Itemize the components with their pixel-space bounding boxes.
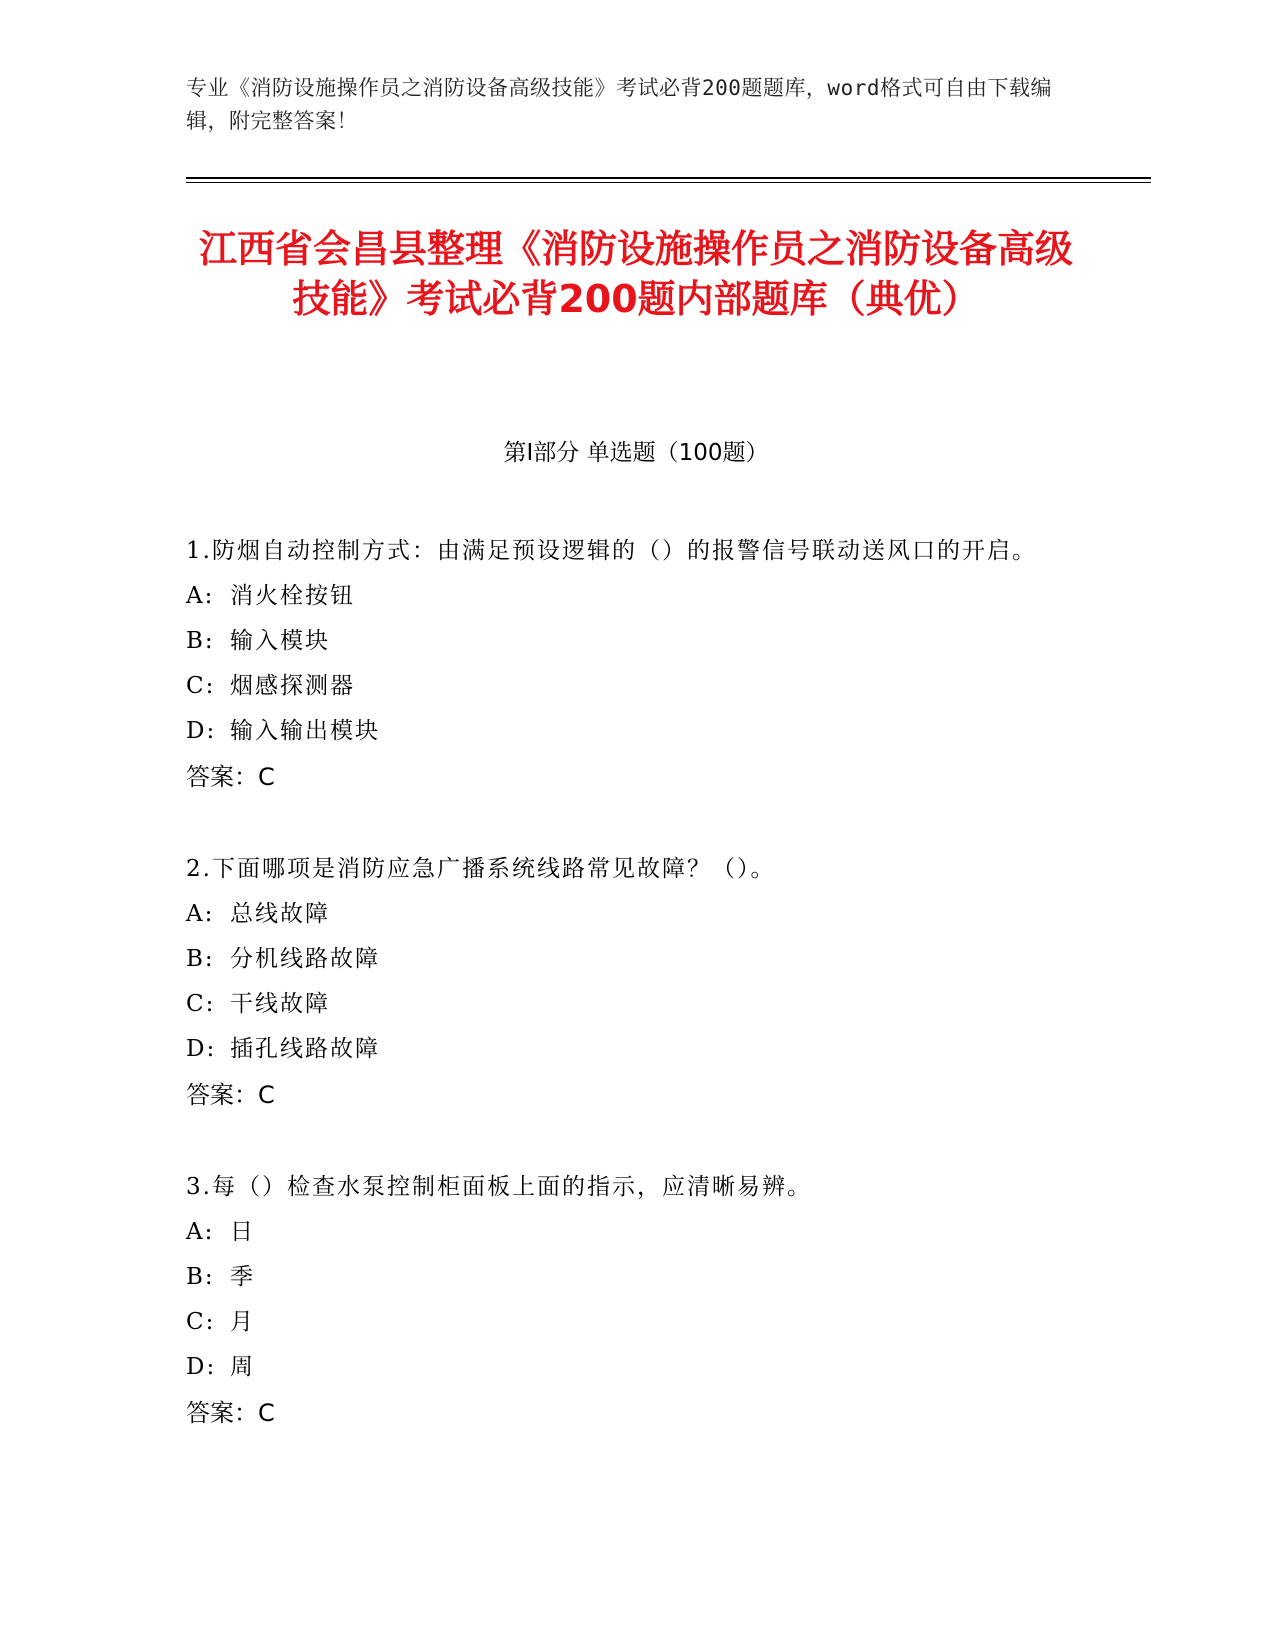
- option-letter: B:: [186, 628, 215, 654]
- option-letter: D:: [186, 1036, 217, 1062]
- option-letter: B:: [186, 1264, 215, 1290]
- question-1: [186, 528, 1086, 800]
- option-c: [186, 982, 1086, 1027]
- option-letter: C:: [186, 673, 216, 699]
- answer-line: 答案：C: [186, 1081, 275, 1109]
- answer-line: 答案：C: [186, 763, 275, 791]
- option-c: [186, 1300, 1086, 1345]
- intro-text: 专业《消防设施操作员之消防设备高级技能》考试必背200题题库，word格式可自由下载编辑，附完整答案！: [186, 76, 1052, 133]
- option-letter: B:: [186, 946, 215, 972]
- option-a: [186, 892, 1086, 937]
- option-text: 日: [230, 1219, 255, 1245]
- document-title: 江西省会昌县整理《消防设施操作员之消防设备高级技能》考试必背200题内部题库（典优）: [198, 227, 1073, 321]
- option-c: [186, 664, 1086, 709]
- option-letter: D:: [186, 718, 217, 744]
- option-a: [186, 574, 1086, 619]
- option-letter: A:: [186, 901, 215, 927]
- section-heading: 第Ⅰ部分 单选题（100题）: [503, 440, 769, 466]
- option-text: 周: [230, 1354, 255, 1380]
- question-list: [186, 528, 1086, 1482]
- option-letter: C:: [186, 991, 216, 1017]
- question-stem: 1.防烟自动控制方式：由满足预设逻辑的（）的报警信号联动送风口的开启。: [186, 538, 1037, 564]
- option-text: 烟感探测器: [230, 673, 355, 699]
- option-d: [186, 1345, 1086, 1390]
- option-letter: A:: [186, 1219, 215, 1245]
- option-letter: A:: [186, 583, 215, 609]
- option-text: 干线故障: [230, 991, 330, 1017]
- option-b: [186, 937, 1086, 982]
- option-text: 月: [230, 1309, 255, 1335]
- option-a: [186, 1210, 1086, 1255]
- option-b: [186, 619, 1086, 664]
- option-text: 插孔线路故障: [230, 1036, 380, 1062]
- option-text: 分机线路故障: [230, 946, 380, 972]
- option-d: [186, 709, 1086, 754]
- header-divider-thick: [186, 177, 1151, 179]
- option-text: 消火栓按钮: [230, 583, 355, 609]
- option-text: 总线故障: [230, 901, 330, 927]
- header-divider-thin: [186, 182, 1151, 183]
- option-text: 季: [230, 1264, 255, 1290]
- question-stem: 2.下面哪项是消防应急广播系统线路常见故障？（）。: [186, 856, 776, 882]
- option-text: 输入模块: [230, 628, 330, 654]
- question-stem: 3.每（）检查水泵控制柜面板上面的指示，应清晰易辨。: [186, 1174, 812, 1200]
- option-letter: C:: [186, 1309, 216, 1335]
- option-b: [186, 1255, 1086, 1300]
- option-d: [186, 1027, 1086, 1072]
- option-letter: D:: [186, 1354, 217, 1380]
- question-3: [186, 1164, 1086, 1436]
- question-2: [186, 846, 1086, 1118]
- answer-line: 答案：C: [186, 1399, 275, 1427]
- option-text: 输入输出模块: [230, 718, 380, 744]
